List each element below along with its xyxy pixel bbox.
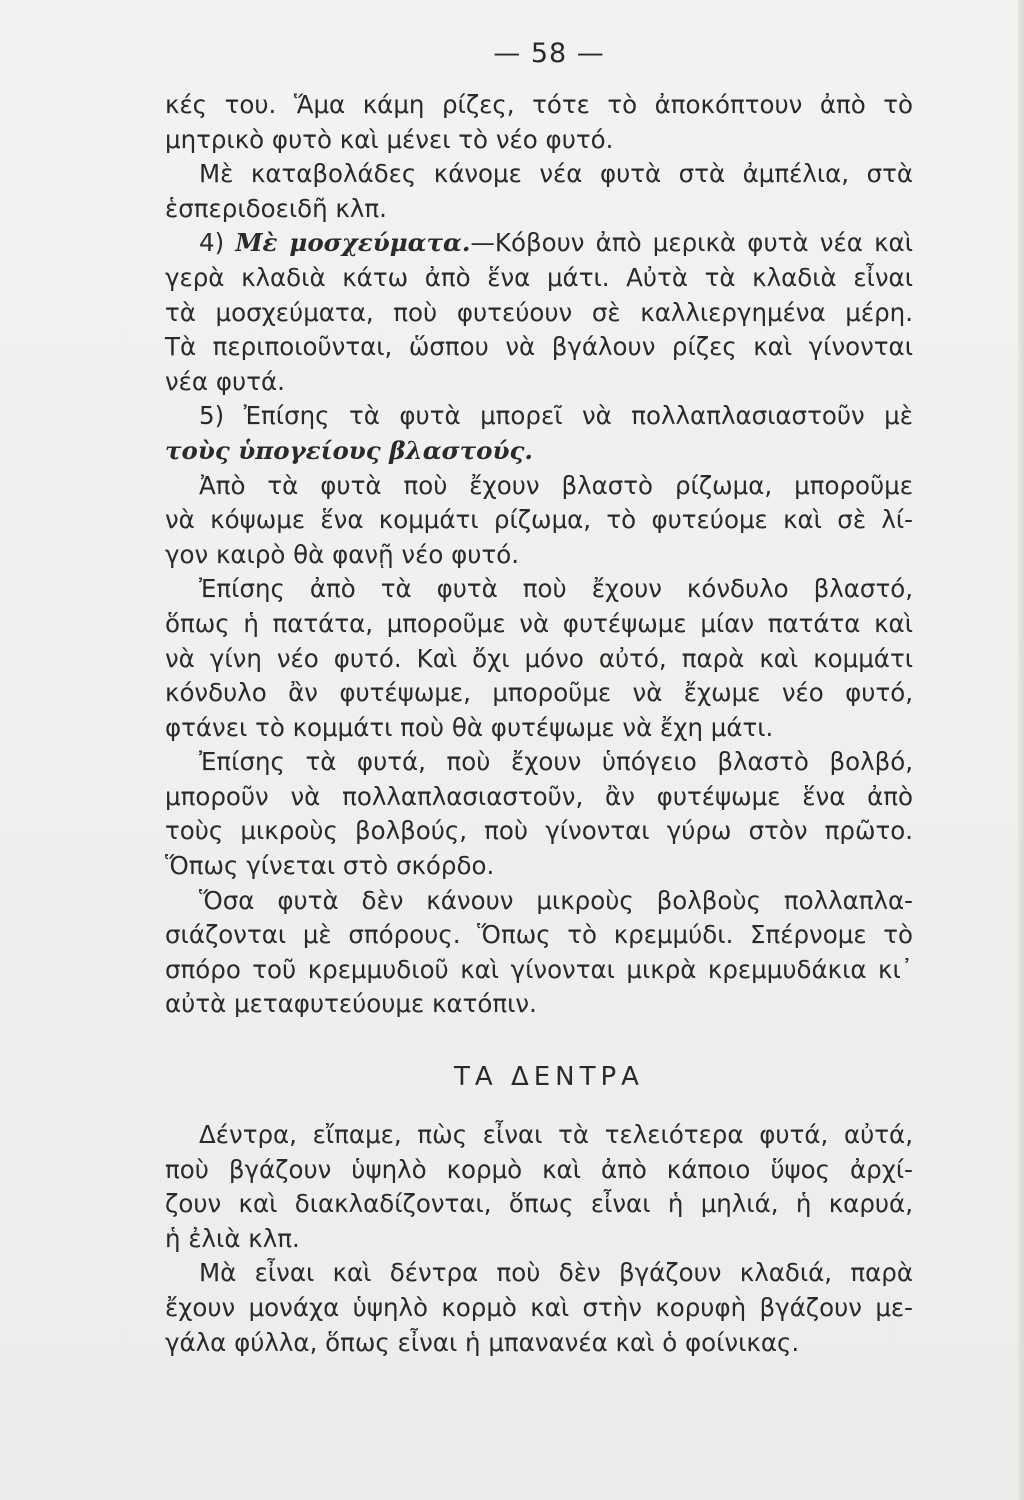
text-line: Δέντρα, εἴπαμε, πὼς εἶναι τὰ τελειότερα φυτά, αὐτά,: [199, 1120, 913, 1150]
page-edge-shadow: [1018, 0, 1024, 1500]
text-line: ἑσπεριδοειδῆ κλπ.: [165, 193, 387, 223]
text-line: φτάνει τὸ κομμάτι ποὺ θὰ φυτέψωμε νὰ ἔχη μάτι.: [165, 712, 774, 742]
text-line: νέα φυτά.: [165, 366, 285, 396]
text-line: Ἐπίσης ἀπὸ τὰ φυτὰ ποὺ ἔχουν κόνδυλο βλαστό,: [199, 574, 913, 604]
text-line: σιάζονται μὲ σπόρους. Ὅπως τὸ κρεμμύδι. Σπέρνομε τὸ: [165, 920, 913, 950]
text-line: νὰ κόψωμε ἕνα κομμάτι ρίζωμα, τὸ φυτεύομε καὶ σὲ λί-: [165, 505, 913, 535]
text-line: Ἐπίσης τὰ φυτά, ποὺ ἔχουν ὑπόγειο βλαστὸ βολβό,: [199, 747, 913, 777]
list-number: 4): [199, 228, 236, 258]
text-line: Τὰ περιποιοῦνται, ὥσπου νὰ βγάλουν ρίζες καὶ γίνονται: [165, 332, 913, 362]
text-line: γον καιρὸ θὰ φανῇ νέο φυτό.: [165, 539, 519, 569]
body-text: [165, 88, 913, 1022]
section-heading: ΤΑ ΔΕΝΤΡΑ: [454, 1062, 644, 1093]
text-fragment: —Κόβουν ἀπὸ μερικὰ φυτὰ νέα καὶ: [470, 228, 913, 258]
text-line: σπόρο τοῦ κρεμμυδιοῦ καὶ γίνονται μικρὰ κρεμμυδάκια κι᾽: [165, 954, 913, 984]
text-line: Ὅπως γίνεται στὸ σκόρδο.: [165, 851, 495, 881]
text-line: γερὰ κλαδιὰ κάτω ἀπὸ ἕνα μάτι. Αὐτὰ τὰ κλαδιὰ εἶναι: [165, 262, 913, 292]
text-line: μποροῦν νὰ πολλαπλασιαστοῦν, ἂν φυτέψωμε ἕνα ἀπὸ: [165, 781, 913, 811]
text-line: Μὲ καταβολάδες κάνομε νέα φυτὰ στὰ ἀμπέλια, στὰ: [199, 159, 913, 189]
text-line: κόνδυλο ἂν φυτέψωμε, μποροῦμε νὰ ἔχωμε νέο φυτό,: [165, 678, 913, 708]
text-line: Μὰ εἶναι καὶ δέντρα ποὺ δὲν βγάζουν κλαδιά, παρὰ: [199, 1258, 913, 1288]
text-line: ἔχουν μονάχα ὑψηλὸ κορμὸ καὶ στὴν κορυφὴ βγάζουν με-: [165, 1293, 913, 1322]
text-line: 5) Ἐπίσης τὰ φυτὰ μπορεῖ νὰ πολλαπλασιαστοῦν μὲ: [199, 401, 913, 431]
text-line: ποὺ βγάζουν ὑψηλὸ κορμὸ καὶ ἀπὸ κάποιο ὕψος ἀρχί-: [165, 1154, 913, 1184]
body-text-trees: [165, 1118, 913, 1360]
page-number: — 58 —: [493, 38, 605, 69]
text-line: ζουν καὶ διακλαδίζονται, ὅπως εἶναι ἡ μηλιά, ἡ καρυά,: [165, 1189, 913, 1219]
text-line: νὰ γίνη νέο φυτό. Καὶ ὄχι μόνο αὐτό, παρὰ καὶ κομμάτι: [165, 643, 913, 673]
text-line: Ἀπὸ τὰ φυτὰ ποὺ ἔχουν βλαστὸ ρίζωμα, μποροῦμε: [199, 470, 913, 500]
text-line: μητρικὸ φυτὸ καὶ μένει τὸ νέο φυτό.: [165, 124, 614, 154]
text-line: αὐτὰ μεταφυτεύουμε κατόπιν.: [165, 989, 537, 1019]
emphasis-moschevmata: Μὲ μοσχεύματα.: [235, 228, 471, 258]
text-line: κές του. Ἅμα κάμη ρίζες, τότε τὸ ἀποκόπτουν ἀπὸ τὸ: [165, 90, 913, 119]
page-content: [165, 38, 913, 1360]
text-line: ὅπως ἡ πατάτα, μποροῦμε νὰ φυτέψωμε μίαν πατάτα καὶ: [165, 608, 913, 638]
text-line: τὰ μοσχεύματα, ποὺ φυτεύουν σὲ καλλιεργημένα μέρη.: [165, 297, 913, 327]
text-line: [165, 226, 913, 261]
text-line: γάλα φύλλα, ὅπως εἶναι ἡ μπανανέα καὶ ὁ φοίνικας.: [165, 1327, 800, 1357]
text-line: ἡ ἐλιὰ κλπ.: [165, 1223, 300, 1253]
emphasis-blastous: τοὺς ὑπογείους βλαστούς.: [165, 435, 533, 465]
text-line: τοὺς μικροὺς βολβούς, ποὺ γίνονται γύρω στὸν πρῶτο.: [165, 816, 913, 846]
text-line: Ὅσα φυτὰ δὲν κάνουν μικροὺς βολβοὺς πολλαπλα-: [199, 885, 913, 915]
